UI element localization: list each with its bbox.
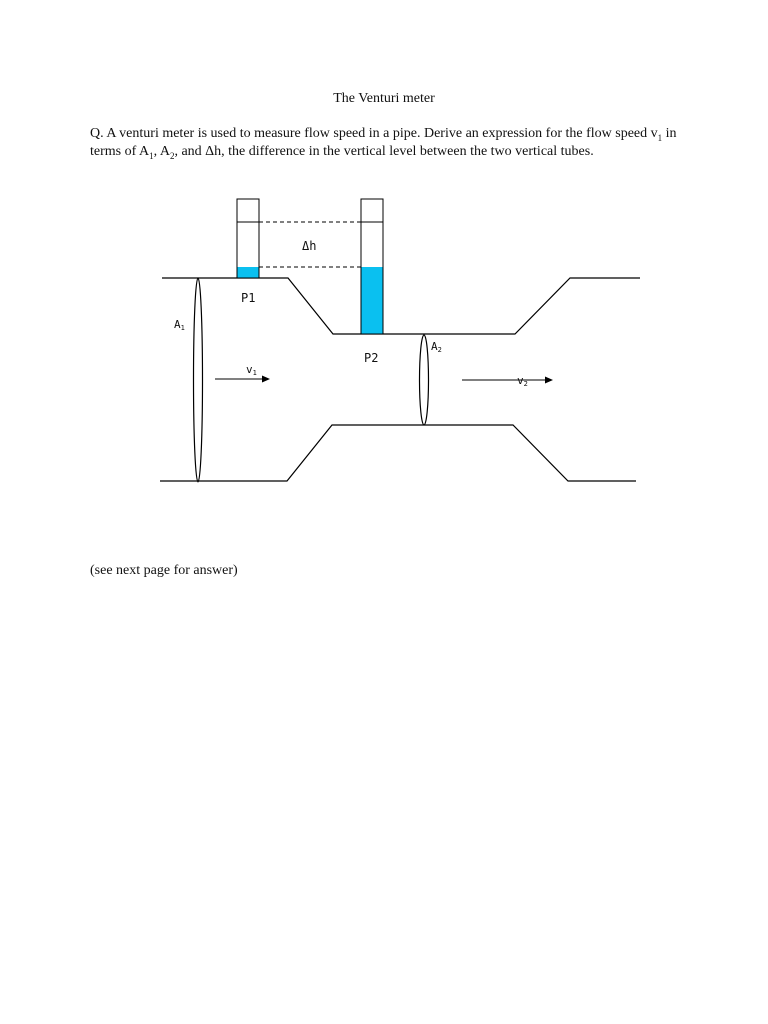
- p1-label: P1: [241, 291, 256, 305]
- tube-right-fluid: [361, 267, 383, 334]
- p2-label: P2: [364, 351, 379, 365]
- v1-letter: v: [246, 363, 253, 376]
- question-suffix: , and Δh, the difference in the vertical level between the two vertical tubes.: [174, 143, 594, 159]
- v1-label: [246, 363, 257, 377]
- question-v-subscript: 1: [657, 132, 663, 143]
- cross-section-a1: [194, 278, 203, 482]
- v2-letter: v: [517, 374, 524, 387]
- tube-left: [237, 199, 259, 278]
- a2-letter: A: [431, 340, 438, 353]
- a1-subscript: 1: [180, 324, 185, 332]
- v2-subscript: 2: [523, 380, 528, 388]
- pipe-bottom-wall: [160, 425, 636, 481]
- a1-label: [174, 318, 185, 332]
- page-title: The Venturi meter: [333, 91, 435, 106]
- cross-section-a2: [420, 335, 429, 425]
- question-mid-1: in terms of A: [90, 126, 677, 159]
- v2-label: [517, 374, 528, 388]
- footer-note: (see next page for answer): [90, 563, 238, 578]
- pipe-top-wall: [162, 278, 640, 334]
- arrow-v2-head: [545, 377, 553, 384]
- a1-letter: A: [174, 318, 181, 331]
- arrow-v1-head: [262, 376, 270, 383]
- v1-subscript: 1: [252, 369, 257, 377]
- question-a2-subscript: 2: [169, 150, 175, 161]
- tube-left-fluid: [237, 267, 259, 278]
- question-a1-subscript: 1: [149, 150, 154, 161]
- a2-subscript: 2: [437, 346, 442, 354]
- a2-label: [431, 340, 442, 354]
- question-mid-2: , A: [153, 143, 170, 159]
- delta-h-label: Δh: [302, 239, 317, 253]
- question-prefix: Q. A venturi meter is used to measure flow speed in a pipe. Derive an expression for the flow speed v: [90, 126, 658, 141]
